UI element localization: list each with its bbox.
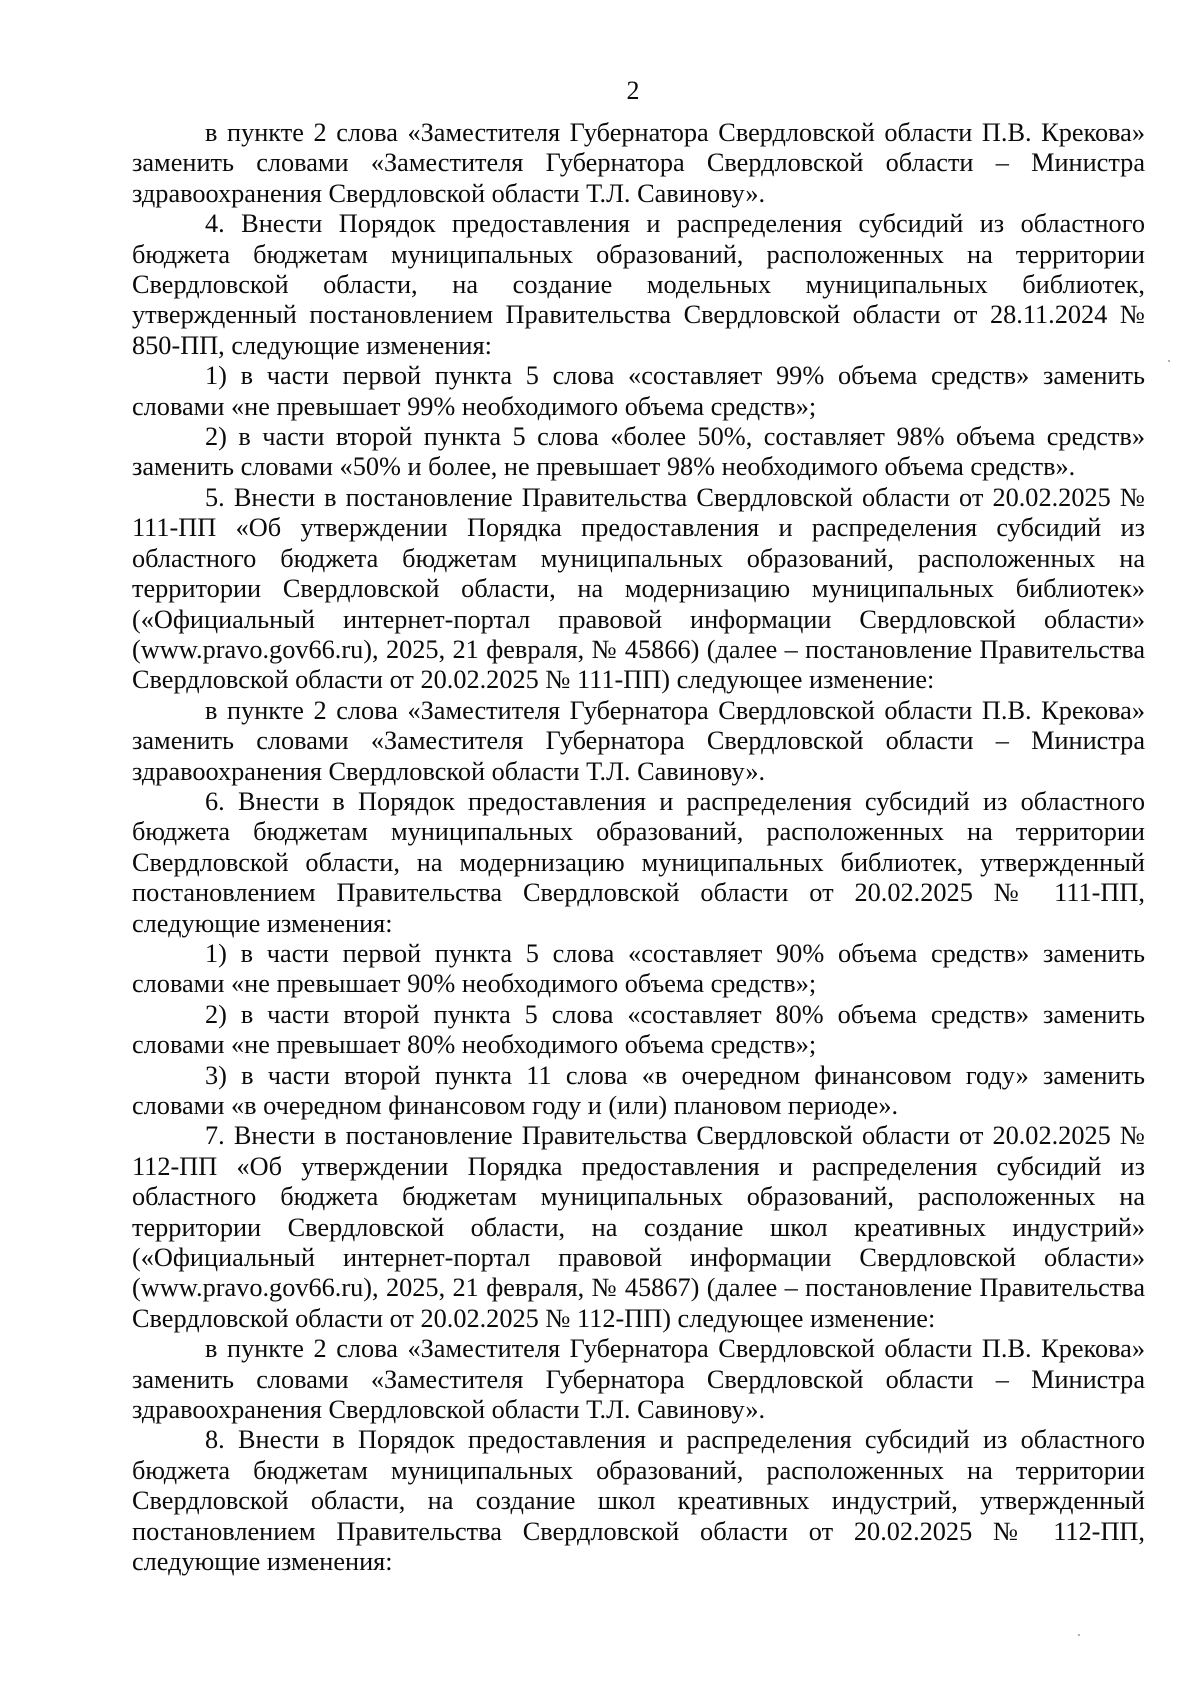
paragraph-4: 2) в части второй пункта 5 слова «более 50%, составляет 98% объема средств» заменить словами «50% и более, не превышает 98% необходимого объема средств». <box>132 422 1145 482</box>
paragraph-13: 8. Внести в Порядок предоставления и распределения субсидий из областного бюджета бюджетам муниципальных образований, расположенных на территории Свердловской области, на создание школ креативных индустрий, утвержденный постановлением Правительства Свердловской области от 20.02.2025 № 112-ПП, следующие изменения: <box>132 1425 1145 1577</box>
scan-speck <box>1078 1634 1080 1636</box>
page-number: 2 <box>626 76 640 105</box>
paragraph-7: 6. Внести в Порядок предоставления и распределения субсидий из областного бюджета бюджетам муниципальных образований, расположенных на территории Свердловской области, на модернизацию муниципальных библиотек, утвержденный постановлением Правительства Свердловской области от 20.02.2025 № 111-ПП, следующие изменения: <box>132 786 1145 938</box>
paragraph-11: 7. Внести в постановление Правительства Свердловской области от 20.02.2025 № 112-ПП «Об утверждении Порядка предоставления и распределения субсидий из областного бюджета бюджетам муниципальных образований, расположенных на территории Свердловской области, на создание школ креативных индустрий» («Официальный интернет-портал правовой информации Свердловской области» (www.pravo.gov66.ru), 2025, 21 февраля, № 45867) (далее – постановление Правительства Свердловской области от 20.02.2025 № 112-ПП) следующее изменение: <box>132 1121 1145 1333</box>
paragraph-2: 4. Внести Порядок предоставления и распределения субсидий из областного бюджета бюджетам муниципальных образований, расположенных на территории Свердловской области, на создание модельных муниципальных библиотек, утвержденный постановлением Правительства Свердловской области от 28.11.2024 № 850-ПП, следующие изменения: <box>132 209 1145 360</box>
paragraph-12: в пункте 2 слова «Заместителя Губернатора Свердловской области П.В. Крекова» заменить словами «Заместителя Губернатора Свердловской области – Министра здравоохранения Свердловской области Т.Л. Савинову». <box>132 1334 1145 1425</box>
scan-speck <box>1168 360 1170 362</box>
paragraph-3: 1) в части первой пункта 5 слова «составляет 99% объема средств» заменить словами «не превышает 99% необходимого объема средств»; <box>132 361 1145 421</box>
paragraph-5: 5. Внести в постановление Правительства Свердловской области от 20.02.2025 № 111-ПП «Об утверждении Порядка предоставления и распределения субсидий из областного бюджета бюджетам муниципальных образований, расположенных на территории Свердловской области, на модернизацию муниципальных библиотек» («Официальный интернет-портал правовой информации Свердловской области» (www.pravo.gov66.ru), 2025, 21 февраля, № 45866) (далее – постановление Правительства Свердловской области от 20.02.2025 № 111-ПП) следующее изменение: <box>132 482 1145 695</box>
paragraph-1: в пункте 2 слова «Заместителя Губернатора Свердловской области П.В. Крекова» заменить словами «Заместителя Губернатора Свердловской области – Министра здравоохранения Свердловской области Т.Л. Савинову». <box>132 118 1145 208</box>
paragraph-10: 3) в части второй пункта 11 слова «в очередном финансовом году» заменить словами «в очередном финансовом году и (или) плановом периоде». <box>132 1060 1145 1120</box>
paragraph-6: в пункте 2 слова «Заместителя Губернатора Свердловской области П.В. Крекова» заменить словами «Заместителя Губернатора Свердловской области – Министра здравоохранения Свердловской области Т.Л. Савинову». <box>132 695 1145 786</box>
paragraph-9: 2) в части второй пункта 5 слова «составляет 80% объема средств» заменить словами «не превышает 80% необходимого объема средств»; <box>132 999 1145 1060</box>
document-body <box>132 118 1145 1578</box>
paragraph-8: 1) в части первой пункта 5 слова «составляет 90% объема средств» заменить словами «не превышает 90% необходимого объема средств»; <box>132 938 1145 999</box>
